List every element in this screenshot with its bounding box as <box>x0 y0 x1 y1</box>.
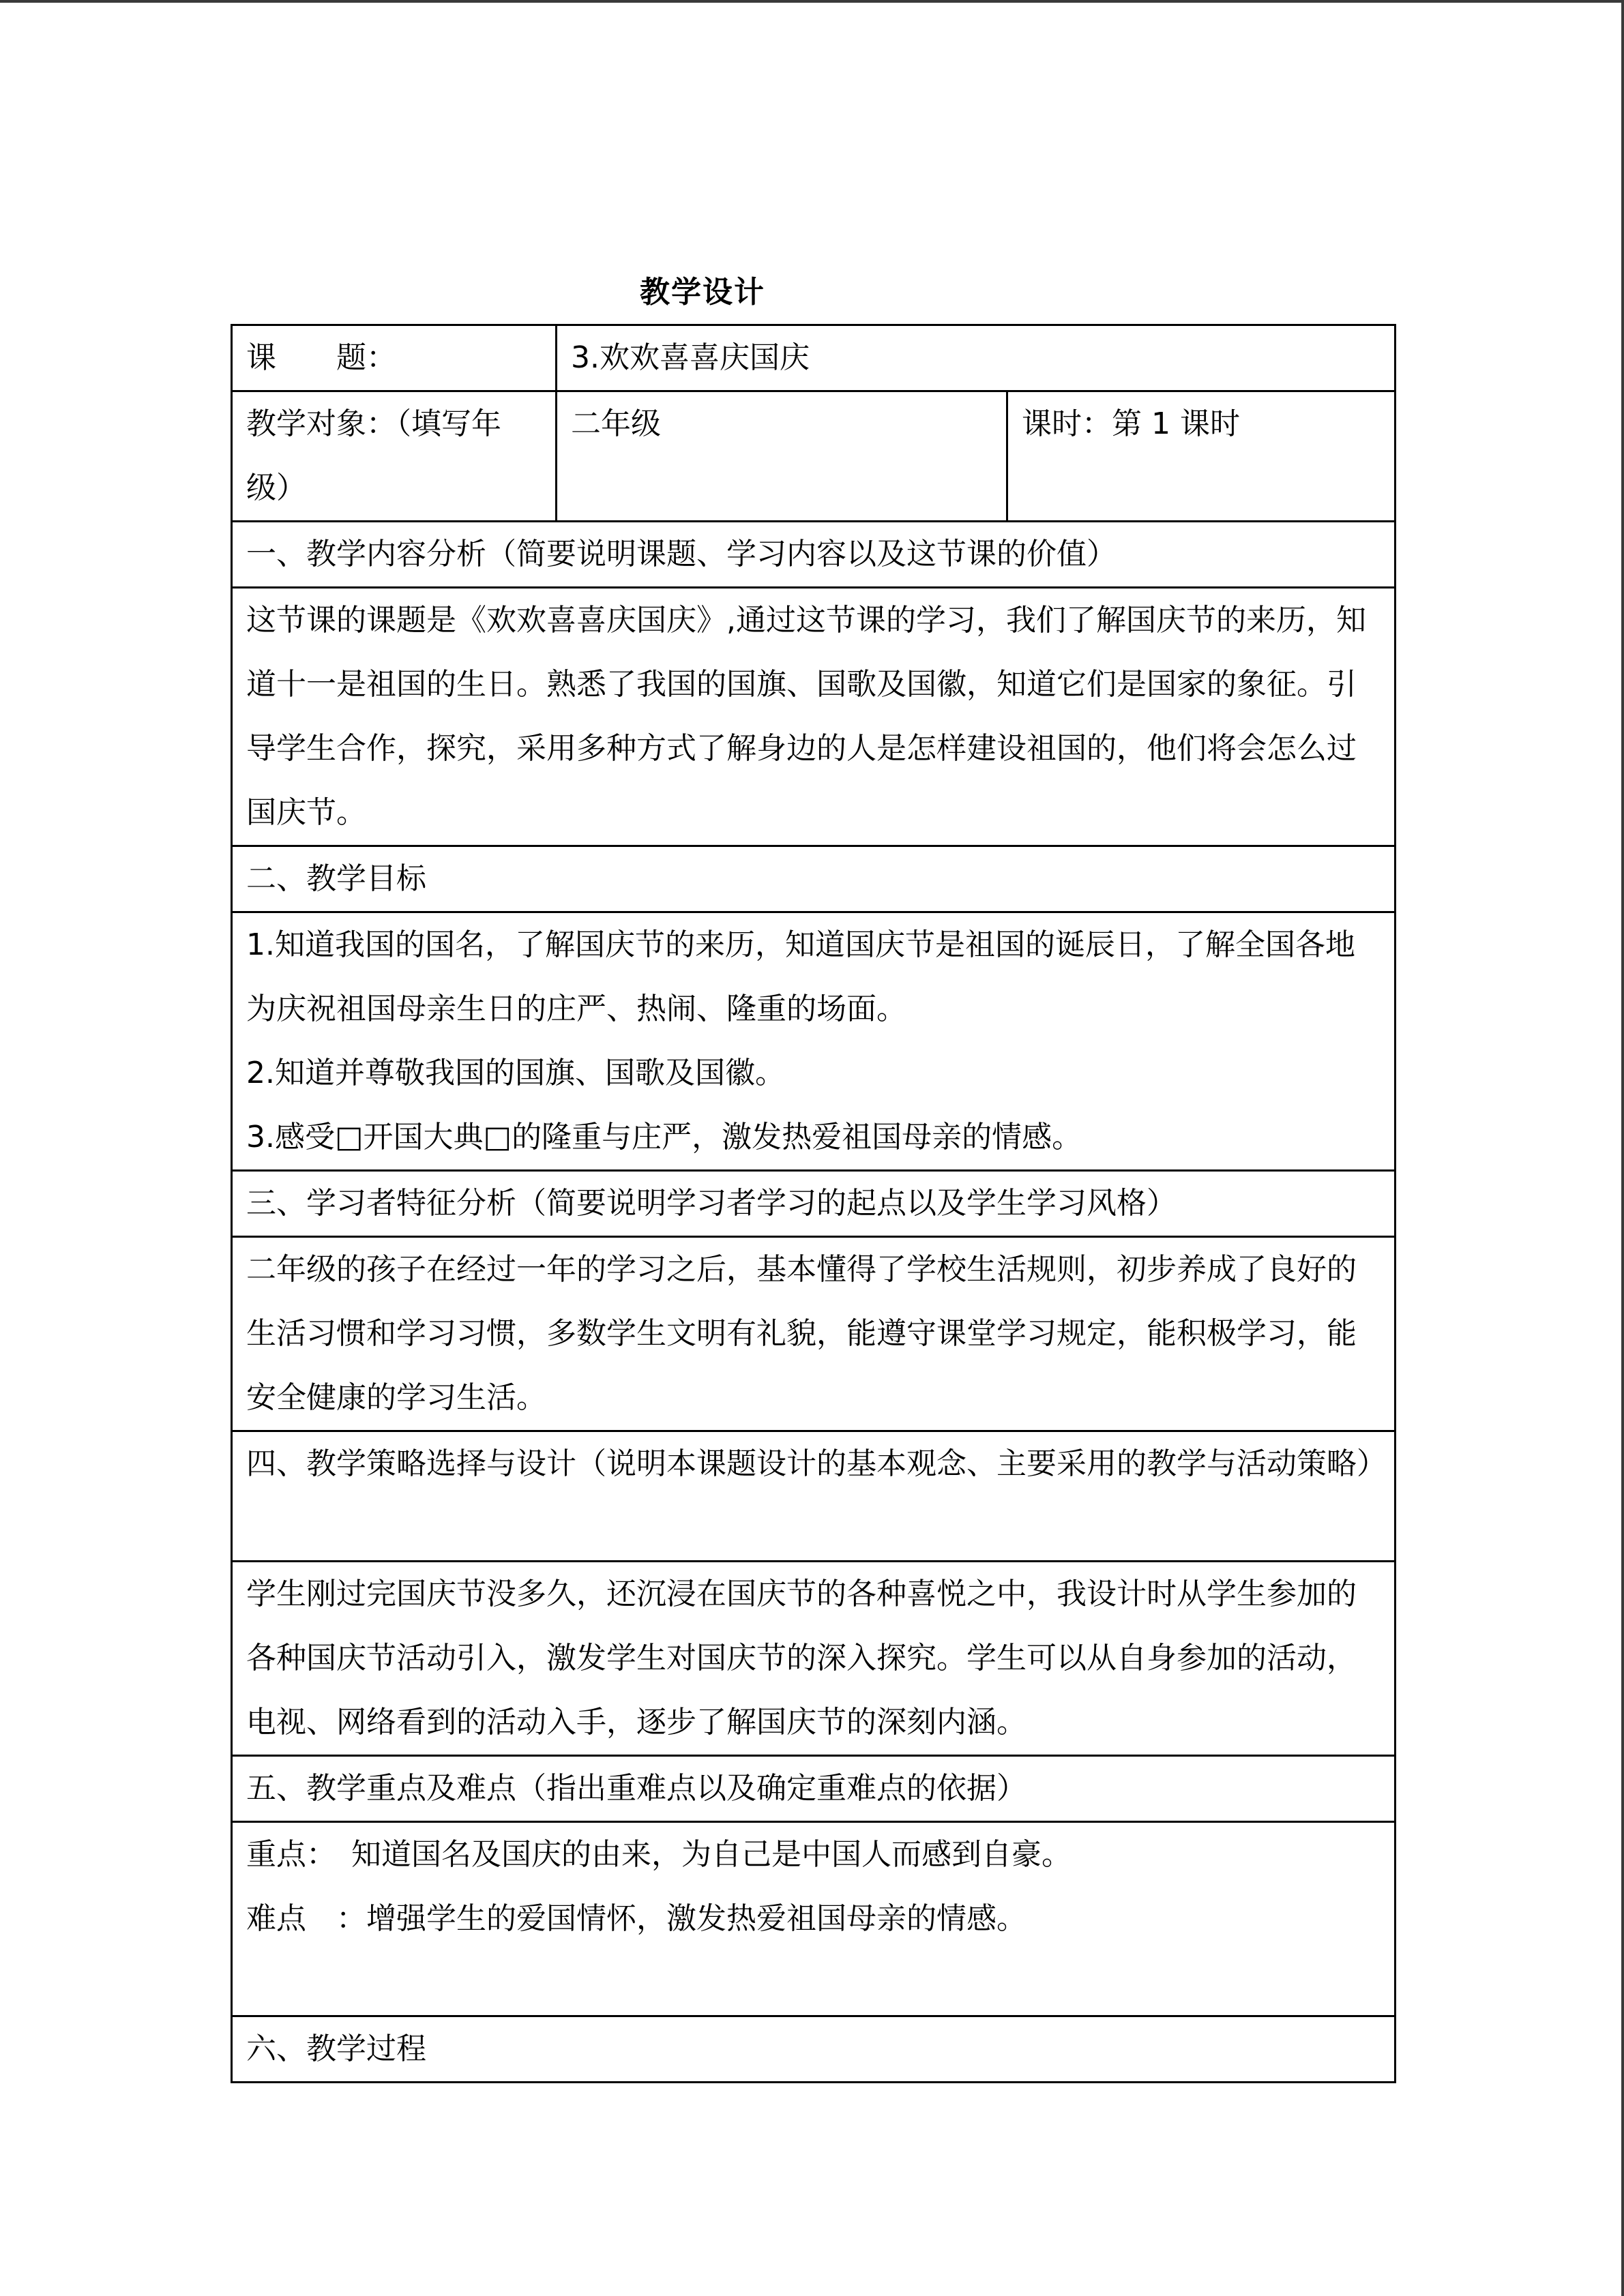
section-2-heading: 二、教学目标 <box>232 846 1396 912</box>
section-2-body-row <box>232 912 1396 1171</box>
section-1-heading-row <box>232 522 1396 588</box>
topic-label: 课 题： <box>232 325 557 391</box>
topic-value: 3.欢欢喜喜庆国庆 <box>557 325 1396 391</box>
objective-item: 3.感受□开国大典□的隆重与庄严，激发热爱祖国母亲的情感。 <box>246 1120 1082 1154</box>
page-right-border <box>1621 0 1624 2296</box>
section-4-body: 学生刚过完国庆节没多久，还沉浸在国庆节的各种喜悦之中，我设计时从学生参加的各种国庆节活动引入，激发学生对国庆节的深入探究。学生可以从自身参加的活动，电视、网络看到的活动入手，逐步了解国庆节的深刻内涵。 <box>232 1562 1396 1756</box>
section-2-heading-row <box>232 846 1396 912</box>
section-5-heading: 五、教学重点及难点（指出重难点以及确定重难点的依据） <box>232 1756 1396 1822</box>
page-top-border <box>0 0 1624 3</box>
lesson-plan-table <box>231 324 1396 2083</box>
section-1-body-row <box>232 588 1396 846</box>
key-point: 重点： 知道国名及国庆的由来，为自己是中国人而感到自豪。 <box>246 1837 1072 1872</box>
document-title: 教学设计 <box>640 275 765 310</box>
section-3-heading-row <box>232 1171 1396 1237</box>
objective-item: 1.知道我国的国名，了解国庆节的来历，知道国庆节是祖国的诞辰日，了解全国各地为庆祝祖国母亲生日的庄严、热闹、隆重的场面。 <box>246 927 1355 1026</box>
section-3-body-row <box>232 1237 1396 1431</box>
difficulty-point: 难点 ：增强学生的爱国情怀，激发热爱祖国母亲的情感。 <box>246 1901 1027 1936</box>
section-4-heading: 四、教学策略选择与设计（说明本课题设计的基本观念、主要采用的教学与活动策略） <box>232 1431 1396 1562</box>
section-3-body: 二年级的孩子在经过一年的学习之后，基本懂得了学校生活规则，初步养成了良好的生活习惯和学习习惯，多数学生文明有礼貌，能遵守课堂学习规定，能积极学习，能安全健康的学习生活。 <box>232 1237 1396 1431</box>
audience-label: 教学对象：（填写年级） <box>232 391 557 522</box>
topic-row <box>232 325 1396 391</box>
section-2-body <box>232 912 1396 1171</box>
section-6-heading: 六、教学过程 <box>232 2016 1396 2083</box>
section-6-heading-row <box>232 2016 1396 2083</box>
audience-value: 二年级 <box>557 391 1007 522</box>
section-1-body: 这节课的课题是《欢欢喜喜庆国庆》,通过这节课的学习，我们了解国庆节的来历，知道十一是祖国的生日。熟悉了我国的国旗、国歌及国徽，知道它们是国家的象征。引导学生合作，探究，采用多种方式了解身边的人是怎样建设祖国的，他们将会怎么过国庆节。 <box>232 588 1396 846</box>
section-5-heading-row <box>232 1756 1396 1822</box>
audience-row <box>232 391 1396 522</box>
period-value: 课时：第 1 课时 <box>1007 391 1396 522</box>
section-5-body <box>232 1822 1396 2016</box>
section-4-body-row <box>232 1562 1396 1756</box>
section-5-body-row <box>232 1822 1396 2016</box>
objective-item: 2.知道并尊敬我国的国旗、国歌及国徽。 <box>246 1056 785 1090</box>
section-4-heading-row <box>232 1431 1396 1562</box>
section-3-heading: 三、学习者特征分析（简要说明学习者学习的起点以及学生学习风格） <box>232 1171 1396 1237</box>
section-1-heading: 一、教学内容分析（简要说明课题、学习内容以及这节课的价值） <box>232 522 1396 588</box>
